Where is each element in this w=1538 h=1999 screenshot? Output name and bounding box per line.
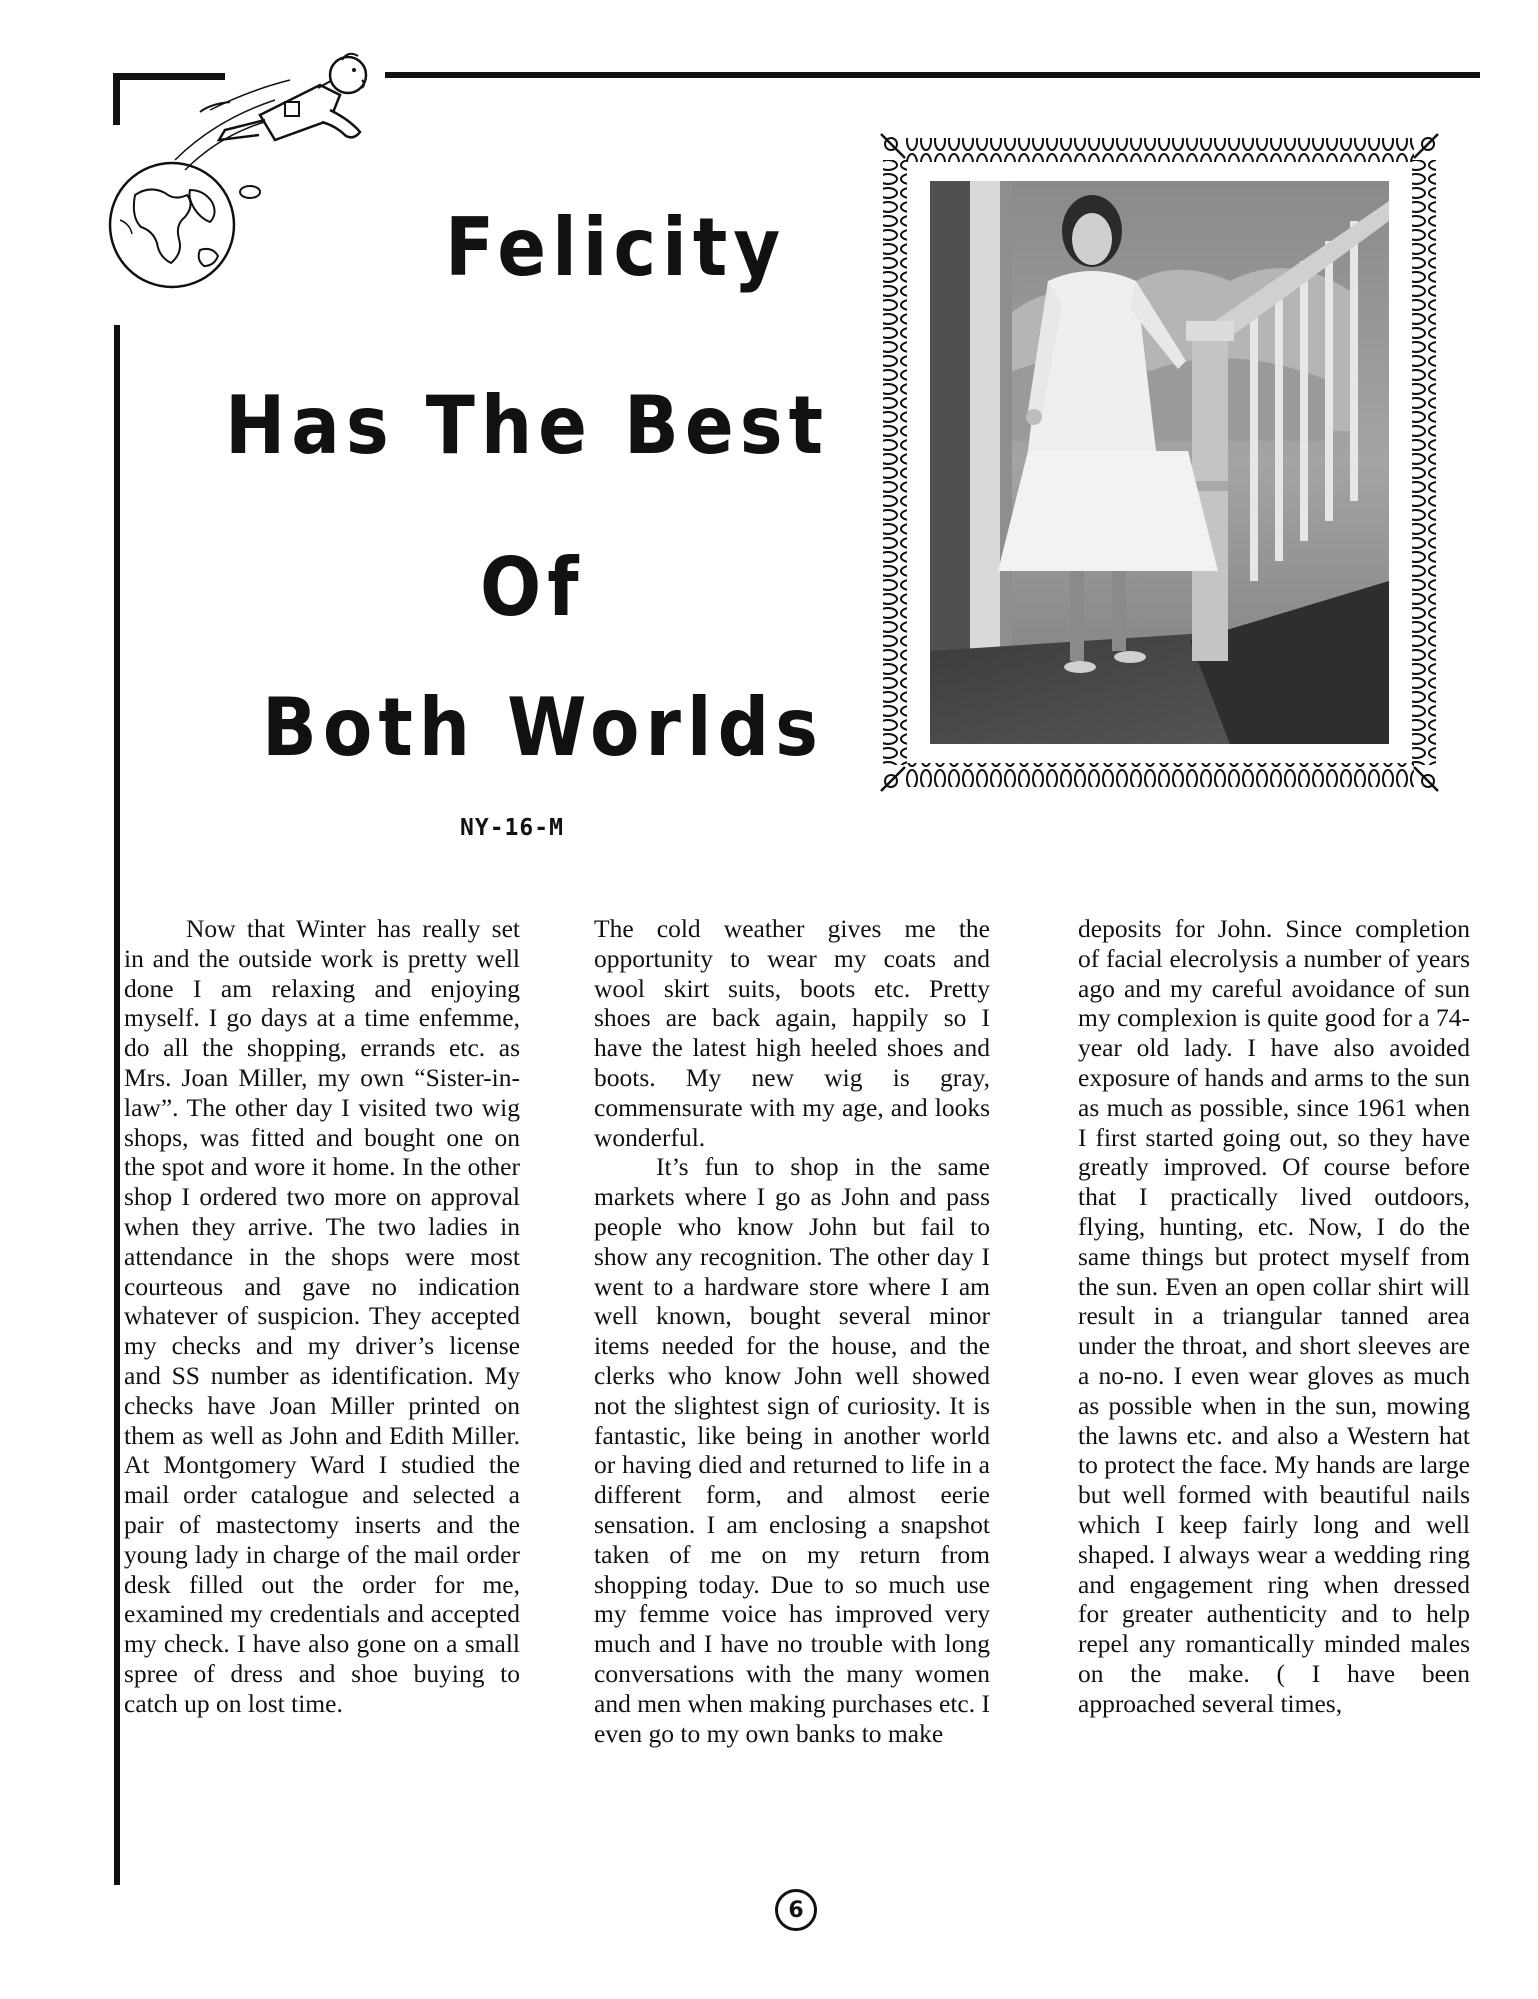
title-line-1: Felicity	[445, 200, 787, 295]
woman-on-staircase-photo	[930, 181, 1389, 744]
column-1-paragraph-1: Now that Winter has really set in and the outside work is pretty well done I am relaxing and enjoying myself. I go days at a time enfemme, do all the shopping, errands etc. as Mrs. Joan Miller, my own “Sister-in-law”. The other day I visited two wig shops, was fitted and bought one on the spot and wore it home. In the other shop I ordered two more on approval when they arrive. The two ladies in attendance in the shops were most courteous and gave no indication whatever of suspicion. They accepted my checks and my driver’s license and SS number as identification. My checks have Joan Miller printed on them as well as John and Edith Miller. At Montgomery Ward I studied the mail order catalogue and selected a pair of mastectomy inserts and the young lady in charge of the mail order desk filled out the order for me, examined my credentials and accepted my check. I have also gone on a small spree of dress and shoe buying to catch up on lost time.	[124, 914, 520, 1718]
column-2-paragraph-2: It’s fun to shop in the same markets where I go as John and pass people who know John but fail to show any recognition. The other day I went to a hardware store where I am well known, bought several minor items needed for the house, and the clerks who know John well showed not the slightest sign of curiosity. It is fantastic, like being in another world or having died and returned to life in a different form, and almost eerie sensation. I am enclosing a snapshot taken of me on my return from shopping today. Due to so much use my femme voice has improved very much and I have no trouble with long conversations with the many women and men when making purchases etc. I even go to my own banks to make	[594, 1152, 990, 1748]
column-2-paragraph-1: The cold weather gives me the opportunity to wear my coats and wool skirt suits, boots etc. Pretty shoes are back again, happily so I have the latest high heeled shoes and boots. My new wig is gray, commensurate with my age, and looks wonderful.	[594, 914, 990, 1152]
top-rule	[385, 72, 1480, 78]
flying-man-over-globe-icon	[80, 20, 400, 300]
article-column-1	[124, 914, 520, 1719]
title-line-4: Both Worlds	[262, 680, 824, 775]
left-margin-rule	[114, 325, 120, 1885]
title-line-2: Has The Best	[225, 378, 830, 473]
title-line-3: Of	[480, 540, 585, 635]
article-column-3	[1078, 914, 1470, 1719]
column-3-paragraph-1: deposits for John. Since completion of facial elecrolysis a number of years ago and my careful avoidance of sun my complexion is quite good for a 74-year old lady. I have also avoided exposure of hands and arms to the sun as much as possible, since 1961 when I first started going out, so they have greatly improved. Of course before that I practically lived outdoors, flying, hunting, etc. Now, I do the same things but protect myself from the sun. Even an open collar shirt will result in a triangular tanned area under the throat, and short sleeves are a no-no. I even wear gloves as much as possible when in the sun, mowing the lawns etc. and also a Western hat to protect the face. My hands are large but well formed with beautiful nails which I keep fairly long and well shaped. I always wear a wedding ring and engagement ring when dressed for greater authenticity and to help repel any romantically minded males on the make. ( I have been approached several times,	[1078, 914, 1470, 1718]
page-number: 6	[775, 1889, 817, 1931]
author-code: NY-16-M	[460, 815, 564, 841]
article-column-2	[594, 914, 990, 1748]
